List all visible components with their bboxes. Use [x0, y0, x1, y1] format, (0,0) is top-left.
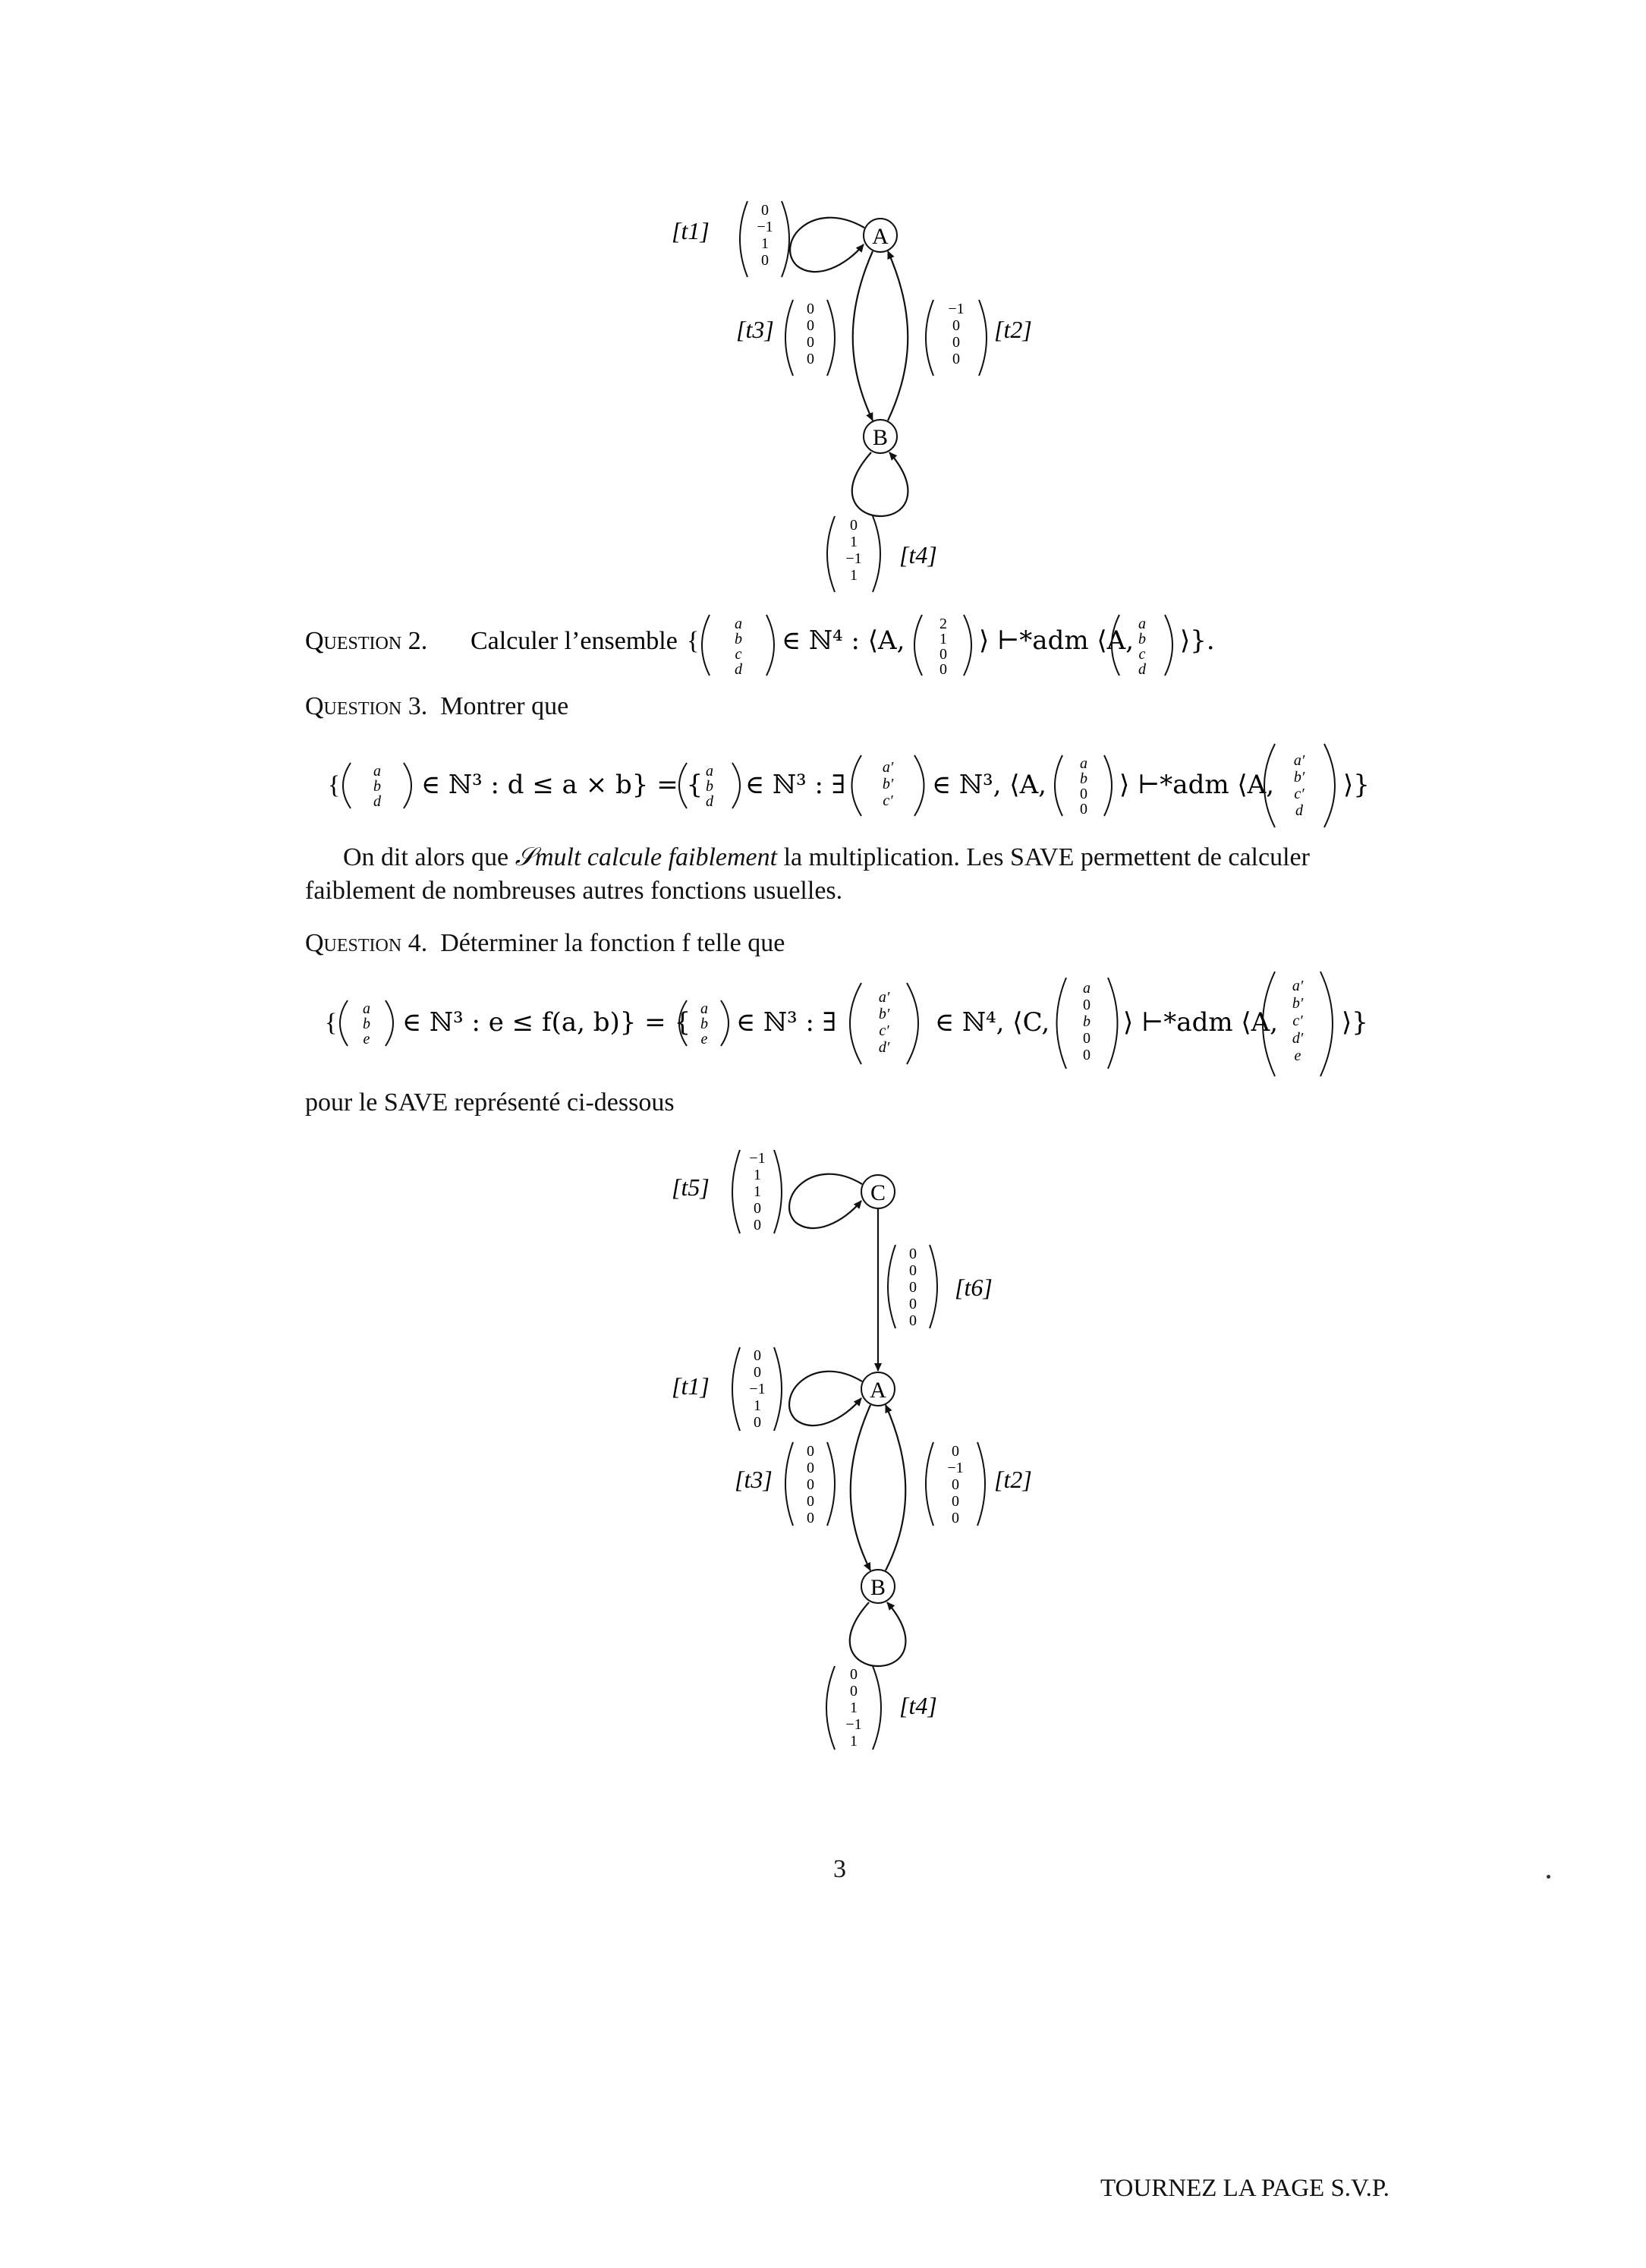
svg-text:a: a	[706, 763, 713, 780]
svg-text:−1: −1	[749, 1381, 766, 1397]
svg-text:d: d	[706, 793, 713, 810]
svg-text:0: 0	[952, 317, 960, 334]
svg-text:c′: c′	[879, 1022, 889, 1039]
svg-text:a′: a′	[1293, 752, 1305, 769]
svg-text:0: 0	[807, 317, 814, 334]
svg-text:0: 0	[952, 1443, 959, 1460]
svg-text:0: 0	[807, 1460, 814, 1476]
svg-text:a: a	[373, 763, 381, 780]
svg-text:−1: −1	[749, 1150, 766, 1167]
t2-label: [t2]	[994, 316, 1032, 343]
svg-text:1: 1	[754, 1183, 761, 1200]
q2-text: Calculer l’ensemble	[471, 627, 678, 655]
q2-rel: ⟩ ⊢*adm ⟨A,	[979, 625, 1135, 656]
q3-lhs-vector	[343, 763, 411, 810]
svg-text:0: 0	[1083, 997, 1091, 1013]
svg-text:d: d	[1295, 802, 1303, 819]
svg-text:a: a	[735, 616, 742, 632]
q4-rhs-vector-3	[1057, 978, 1118, 1069]
t1-vector	[740, 201, 789, 277]
q4-rhs-mid: ∈ ℕ³ : ∃	[736, 1007, 837, 1038]
q2-vector-1	[702, 615, 774, 678]
svg-text:e: e	[1294, 1047, 1301, 1064]
svg-text:0: 0	[952, 351, 960, 367]
svg-text:0: 0	[850, 1683, 858, 1699]
t6-label: [t6]	[955, 1274, 993, 1301]
svg-text:0: 0	[807, 1493, 814, 1510]
q2-vector-2	[914, 615, 971, 678]
svg-text:b: b	[1083, 1013, 1091, 1030]
page-number: 3	[833, 1855, 846, 1883]
svg-text:0: 0	[952, 334, 960, 351]
svg-text:0: 0	[761, 252, 769, 269]
svg-text:0: 0	[952, 1493, 959, 1510]
t3b-vector	[785, 1442, 835, 1526]
svg-text:0: 0	[909, 1246, 917, 1262]
svg-text:1: 1	[850, 534, 858, 550]
t4b-label: [t4]	[899, 1692, 937, 1719]
svg-text:a: a	[700, 1000, 708, 1017]
q3-rhs-vector-2	[852, 755, 924, 816]
q4-rhs-mid2: ∈ ℕ⁴, ⟨C,	[935, 1007, 1050, 1038]
svg-text:0: 0	[909, 1262, 917, 1279]
svg-text:d: d	[1138, 661, 1146, 678]
edge-t3b	[851, 1405, 870, 1570]
svg-text:0: 0	[952, 1476, 959, 1493]
svg-text:a′: a′	[1292, 978, 1304, 994]
t1-label: [t1]	[672, 217, 710, 244]
q4-lhs-cond: ∈ ℕ³ : e ≤ f(a, b)} = {	[402, 1007, 691, 1038]
svg-text:b: b	[735, 631, 742, 647]
q3-heading: Question 3. Montrer que	[305, 692, 569, 720]
q3-rhs-vector-3	[1055, 755, 1112, 817]
svg-text:0: 0	[754, 1200, 761, 1217]
svg-text:e: e	[363, 1031, 370, 1047]
svg-text:c′: c′	[1294, 786, 1305, 802]
t1b-label: [t1]	[672, 1372, 710, 1400]
t5-label: [t5]	[672, 1173, 710, 1201]
node-b2-label: B	[870, 1575, 886, 1600]
svg-text:1: 1	[754, 1397, 761, 1414]
svg-text:b: b	[700, 1016, 708, 1032]
svg-text:{: {	[325, 1009, 338, 1037]
edge-t3	[853, 251, 873, 421]
svg-text:0: 0	[761, 202, 769, 219]
svg-text:0: 0	[1083, 1047, 1091, 1063]
svg-text:−1: −1	[845, 1716, 862, 1733]
svg-text:0: 0	[807, 301, 814, 317]
svg-text:0: 0	[909, 1312, 917, 1329]
svg-text:1: 1	[939, 631, 947, 647]
svg-text:0: 0	[939, 661, 947, 678]
svg-text:0: 0	[807, 351, 814, 367]
svg-text:b′: b′	[1292, 995, 1304, 1012]
q4-rhs-end: ⟩}	[1342, 1007, 1368, 1038]
node-c-label: C	[870, 1180, 886, 1205]
svg-text:−1: −1	[845, 550, 862, 567]
t4-label: [t4]	[899, 541, 937, 569]
svg-text:0: 0	[807, 1476, 814, 1493]
svg-text:e: e	[700, 1031, 708, 1047]
q3-rhs-end: ⟩}	[1343, 770, 1370, 800]
svg-text:c′: c′	[1292, 1013, 1303, 1029]
t1b-vector	[732, 1347, 782, 1431]
svg-text:−1: −1	[948, 301, 965, 317]
svg-text:−1: −1	[947, 1460, 964, 1476]
edge-t2b	[886, 1405, 905, 1570]
question-2	[0, 600, 1646, 691]
loop-t1b	[789, 1372, 862, 1425]
svg-text:0: 0	[939, 646, 947, 663]
q3-rhs-mid2: ∈ ℕ³, ⟨A,	[932, 770, 1046, 800]
svg-text:0: 0	[909, 1279, 917, 1296]
q4-lhs-vector	[340, 1000, 393, 1047]
svg-text:0: 0	[850, 1666, 858, 1683]
svg-text:0: 0	[1083, 1030, 1091, 1047]
t3-vector	[785, 300, 835, 376]
svg-text:b: b	[1080, 770, 1087, 787]
q3-rhs-vector-4	[1264, 744, 1335, 827]
svg-text:b: b	[373, 778, 381, 795]
node-b-label: B	[872, 425, 889, 450]
svg-text:d′: d′	[1292, 1030, 1304, 1047]
node-a2-label: A	[870, 1378, 886, 1403]
svg-text:a: a	[1080, 755, 1087, 772]
svg-text:c: c	[735, 646, 742, 663]
svg-text:0: 0	[952, 1510, 959, 1526]
svg-text:c: c	[1138, 646, 1146, 663]
t2b-vector	[926, 1442, 985, 1526]
svg-text:−1: −1	[757, 219, 773, 235]
svg-text:d: d	[373, 793, 381, 810]
svg-text:b′: b′	[882, 776, 894, 792]
svg-text:0: 0	[754, 1414, 761, 1431]
svg-text:b: b	[363, 1016, 370, 1032]
loop-t1	[790, 218, 864, 272]
svg-text:{: {	[328, 771, 341, 799]
svg-text:0: 0	[807, 1443, 814, 1460]
svg-text:0: 0	[1080, 801, 1087, 817]
svg-text:0: 0	[754, 1217, 761, 1233]
loop-t4b	[850, 1602, 906, 1666]
svg-text:0: 0	[807, 1510, 814, 1526]
svg-text:a: a	[363, 1000, 370, 1017]
question-4-formula	[0, 964, 1646, 1085]
svg-text:a′: a′	[878, 989, 890, 1006]
loop-t5	[789, 1174, 862, 1228]
t3-label: [t3]	[736, 316, 774, 343]
q2-label: Question 2.	[305, 627, 428, 655]
t4b-vector	[826, 1666, 881, 1750]
turn-page-note: TOURNEZ LA PAGE S.V.P.	[1100, 2175, 1390, 2202]
svg-text:0: 0	[807, 334, 814, 351]
t4-vector	[827, 516, 880, 592]
svg-text:b′: b′	[1293, 769, 1305, 786]
q3-rhs-mid: ∈ ℕ³ : ∃	[745, 770, 846, 800]
svg-text:1: 1	[850, 1733, 858, 1750]
q4-rhs-vector-2	[850, 983, 918, 1064]
svg-text:1: 1	[761, 235, 769, 252]
t2b-label: [t2]	[994, 1466, 1032, 1493]
svg-text:d′: d′	[878, 1039, 890, 1056]
svg-text:2: 2	[939, 616, 947, 632]
svg-text:b: b	[1138, 631, 1146, 647]
question-3-formula	[0, 736, 1646, 835]
svg-text:d: d	[735, 661, 742, 678]
save-diagram-2	[0, 1139, 1646, 1761]
q4-heading: Question 4. Déterminer la fonction f telle que	[305, 929, 785, 957]
svg-text:b: b	[706, 778, 713, 795]
paragraph-line-2: faiblement de nombreuses autres fonctions usuelles.	[305, 877, 843, 905]
t5-vector	[732, 1150, 782, 1233]
svg-text:0: 0	[754, 1364, 761, 1381]
q4-rhs-rel: ⟩ ⊢*adm ⟨A,	[1123, 1007, 1279, 1038]
t2-vector	[926, 300, 987, 376]
q3-lhs-cond: ∈ ℕ³ : d ≤ a × b} = {	[421, 770, 703, 800]
loop-t4	[852, 452, 908, 516]
svg-text:1: 1	[754, 1167, 761, 1183]
save-diagram-1	[0, 175, 1646, 782]
svg-text:0: 0	[1080, 786, 1087, 802]
svg-text:{: {	[687, 627, 700, 655]
svg-text:c′: c′	[883, 792, 893, 809]
q2-in: ∈ ℕ⁴ : ⟨A,	[782, 625, 905, 656]
svg-text:1: 1	[850, 567, 858, 584]
q3-rhs-rel: ⟩ ⊢*adm ⟨A,	[1119, 770, 1275, 800]
svg-text:a′: a′	[882, 759, 894, 776]
q4-after: pour le SAVE représenté ci-dessous	[305, 1088, 675, 1117]
svg-text:0: 0	[754, 1347, 761, 1364]
svg-text:b′: b′	[878, 1006, 890, 1022]
svg-text:a: a	[1138, 616, 1146, 632]
q2-end: ⟩}.	[1180, 625, 1215, 656]
stray-dot	[1547, 1875, 1550, 1879]
svg-text:1: 1	[850, 1699, 858, 1716]
t3b-label: [t3]	[735, 1466, 773, 1493]
svg-text:a: a	[1083, 980, 1091, 997]
svg-text:0: 0	[909, 1296, 917, 1312]
paragraph: On dit alors que 𝒮mult calcule faiblement la multiplication. Les SAVE permettent de calculer faiblement de nombreuses autres fonctions usuelles.	[305, 841, 1383, 908]
t6-vector	[888, 1245, 937, 1329]
node-a-label: A	[872, 224, 889, 249]
svg-text:0: 0	[850, 517, 858, 534]
edge-t2	[888, 251, 908, 421]
